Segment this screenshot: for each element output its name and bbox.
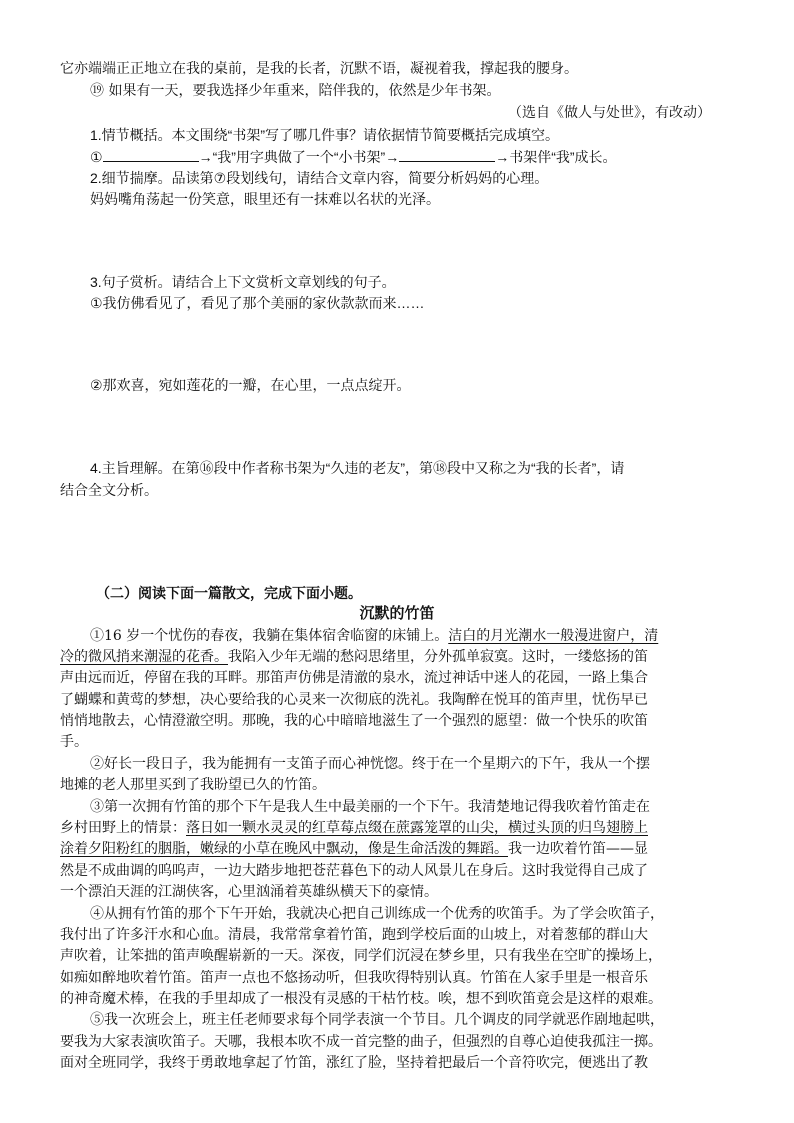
essay-line: 声由远而近，停留在我的耳畔。那笛声仿佛是清澈的泉水，流过神话中迷人的花园，一路上集合 — [60, 670, 648, 686]
essay-line: 了蝴蝶和黄莺的梦想，决心要给我的心灵来一次彻底的洗礼。我陶醉在悦耳的笛声里，忧伤早已 — [60, 692, 648, 708]
underlined-sentence: 涂着夕阳粉红的胭脂，嫩绿的小草在晚风中飘动，像是生命活泼的舞蹈。 — [60, 841, 508, 857]
story-text-line: 它亦端端正正地立在我的桌前，是我的长者，沉默不语，凝视着我，撑起我的腰身。 — [60, 61, 578, 77]
essay-line: 声吹着，让笨拙的笛声唤醒崭新的一天。深夜，同学们沉浸在梦乡里，只有我坐在空旷的操场上， — [60, 948, 662, 964]
essay-line: 的神奇魔术棒，在我的手里却成了一根没有灵感的干枯竹枝。唉，想不到吹笛竟会是这样的艰难。 — [60, 991, 662, 1007]
essay-line — [60, 818, 648, 838]
fill-label-1: ① — [90, 149, 103, 165]
essay-line: 一个漂泊天涯的江湖侠客，心里汹涌着英雄纵横天下的豪情。 — [60, 884, 438, 900]
essay-line — [60, 839, 648, 859]
essay-line: 如痴如醉地吹着竹笛。笛声一点也不悠扬动听，但我吹得特别认真。竹笛在人家手里是一根音乐 — [60, 970, 648, 986]
essay-line: 手。 — [60, 734, 88, 750]
answer-blank-2[interactable] — [399, 147, 495, 162]
question-1-prompt: 1.情节概括。本文围绕“书架”写了哪几件事？请依据情节简要概括完成填空。 — [90, 127, 559, 143]
underlined-sentence: 落日如一颗水灵灵的红草莓点缀在蔗露笼罩的山尖， — [186, 820, 508, 836]
essay-title: 沉默的竹笛 — [359, 605, 435, 622]
essay-line — [90, 626, 658, 646]
underlined-sentence: 冷的微风捎来潮湿的花香。 — [60, 649, 228, 665]
section-heading: （二）阅读下面一篇散文，完成下面小题。 — [96, 585, 362, 601]
text-span: 乡村田野上的情景： — [60, 820, 186, 836]
source-citation: （选自《做人与处世》，有改动） — [508, 105, 711, 121]
question-3-item-1: ①我仿佛看见了，看见了那个美丽的家伙款款而来…… — [90, 295, 425, 311]
text-span: 我陷入少年无端的愁闷思绪里，分外孤单寂寞。这时，一缕悠扬的笛 — [228, 649, 648, 665]
fill-text-middle: →“我”用字典做了一个“小书架”→ — [198, 149, 400, 165]
essay-line: ②好长一段日子，我为能拥有一支笛子而心神恍惚。终于在一个星期六的下午，我从一个摆 — [90, 756, 650, 772]
essay-line: ⑤我一次班会上，班主任老师要求每个同学表演一个节目。几个调皮的同学就恶作剧地起哄， — [90, 1012, 664, 1028]
essay-line: ④从拥有竹笛的那个下午开始，我就决心把自己训练成一个优秀的吹笛手。为了学会吹笛子， — [90, 906, 664, 922]
essay-line: 要我为大家表演吹笛子。天哪，我根本吹不成一首完整的曲子，但强烈的自尊心迫使我孤注一掷。 — [60, 1034, 662, 1050]
question-3-item-2: ②那欢喜，宛如莲花的一瓣，在心里，一点点绽开。 — [90, 377, 411, 393]
text-span: 我一边吹着竹笛——显 — [508, 841, 648, 857]
essay-line: 面对全班同学，我终于勇敢地拿起了竹笛，涨红了脸，坚持着把最后一个音符吹完，便逃出了教 — [60, 1055, 648, 1071]
essay-line: 然是不成曲调的呜呜声，一边大踏步地把苍茫暮色下的动人风景儿在身后。这时我觉得自己成了 — [60, 863, 648, 879]
fill-text-end: →书架伴“我”成长。 — [495, 149, 617, 165]
question-1-fill-line — [90, 147, 617, 167]
essay-line: 地摊的老人那里买到了我盼望已久的竹笛。 — [60, 777, 326, 793]
story-paragraph-19: ⑲ 如果有一天，要我选择少年重来，陪伴我的，依然是少年书架。 — [90, 83, 501, 99]
essay-line — [60, 647, 648, 667]
question-2-quote: 妈妈嘴角荡起一份笑意，眼里还有一抹难以名状的光泽。 — [90, 191, 440, 207]
underlined-sentence: 洁白的月光潮水一般漫进窗户，清 — [448, 628, 659, 644]
underlined-sentence: 横过头顶的归鸟翅膀上 — [508, 820, 648, 836]
answer-blank-1[interactable] — [103, 147, 199, 162]
essay-line: ③第一次拥有竹笛的那个下午是我人生中最美丽的一个下午。我清楚地记得我吹着竹笛走在 — [90, 799, 650, 815]
question-3-prompt: 3.句子赏析。请结合上下文赏析文章划线的句子。 — [90, 274, 396, 290]
essay-line: 悄悄地散去，心情澄澈空明。那晚，我的心中暗暗地滋生了一个强烈的愿望：做一个快乐的吹笛 — [60, 713, 648, 729]
essay-line: 我付出了许多汗水和心血。清晨，我常常拿着竹笛，跑到学校后面的山坡上，对着葱郁的群山大 — [60, 927, 648, 943]
question-4-prompt-cont: 结合全文分析。 — [60, 482, 158, 498]
question-2-prompt: 2.细节揣摩。品读第⑦段划线句，请结合文章内容，简要分析妈妈的心理。 — [90, 170, 549, 186]
text-span: ①16 岁一个忧伤的春夜，我躺在集体宿舍临窗的床铺上。 — [90, 628, 449, 644]
question-4-prompt: 4.主旨理解。在第⑯段中作者称书架为“久违的老友”，第⑱段中又称之为“我的长者”，请 — [90, 460, 625, 476]
